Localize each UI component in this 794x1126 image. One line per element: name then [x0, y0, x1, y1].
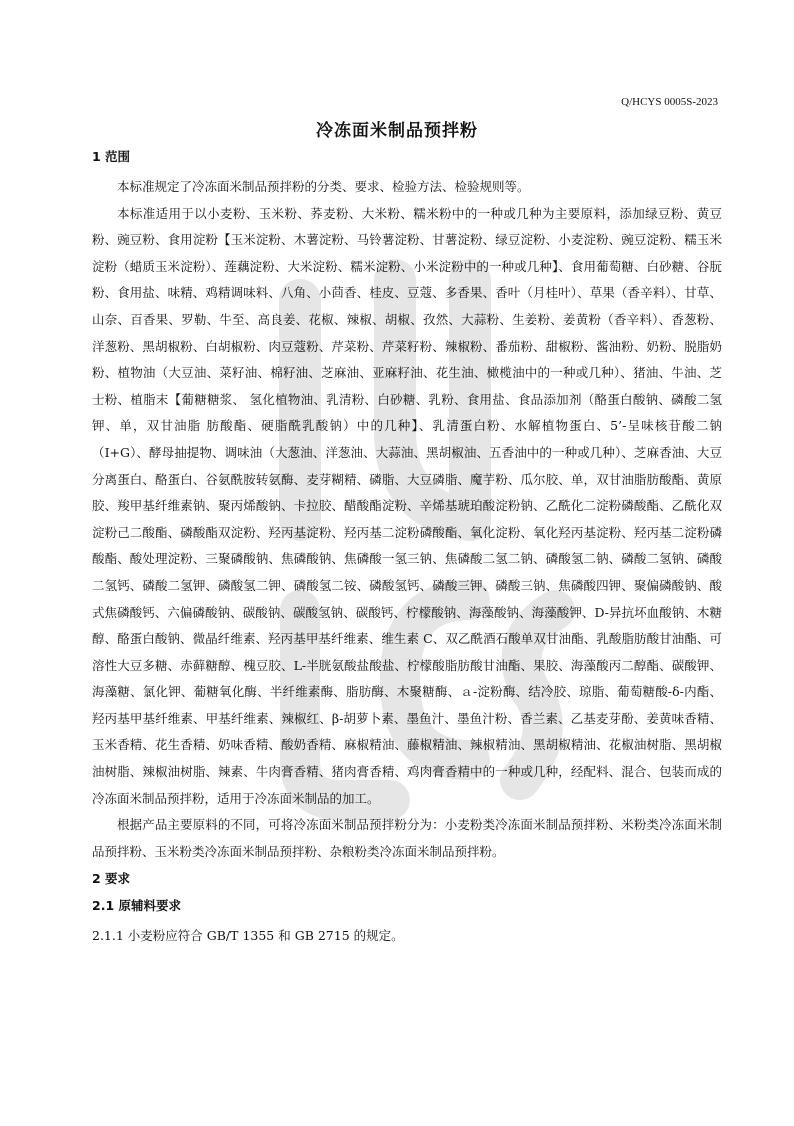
- clause-2-1-1: 2.1.1 小麦粉应符合 GB/T 1355 和 GB 2715 的规定。: [92, 928, 404, 944]
- document-code: Q/HCYS 0005S-2023: [621, 96, 718, 108]
- scope-paragraph-3: 根据产品主要原料的不同，可将冷冻面米制品预拌粉分为：小麦粉类冷冻面米制品预拌粉、米粉类冷冻面米制品预拌粉、玉米粉类冷冻面米制品预拌粉、杂粮粉类冷冻面米制品预拌粉。: [92, 817, 722, 859]
- subsection-heading-raw-materials: 2.1 原辅料要求: [92, 898, 181, 914]
- document-title: 冷冻面米制品预拌粉: [316, 121, 478, 141]
- document-body: [92, 147, 722, 950]
- section-heading-requirements: 2 要求: [92, 871, 131, 887]
- scope-paragraph-1: 本标准规定了冷冻面米制品预拌粉的分类、要求、检验方法、检验规则等。: [117, 179, 530, 194]
- section-heading-scope: 1 范围: [92, 149, 131, 164]
- scope-paragraph-2: 本标准适用于以小麦粉、玉米粉、荞麦粉、大米粉、糯米粉中的一种或几种为主要原料，添加绿豆粉、黄豆粉、豌豆粉、食用淀粉【玉米淀粉、木薯淀粉、马铃薯淀粉、甘薯淀粉、绿豆淀粉、小麦淀粉、豌豆淀粉、糯玉米淀粉（蜡质玉米淀粉）、莲藕淀粉、大米淀粉、糯米淀粉、小米淀粉中的一种或几种】、食用葡萄糖、白砂糖、谷朊粉、食用盐、味精、鸡精调味料、八角、小茴香、桂皮、豆蔻、多香果、香叶（月桂叶）、草果（香辛料）、甘草、山奈、百香果、罗勒、牛至、高良姜、花椒、辣椒、胡椒、孜然、大蒜粉、生姜粉、姜黄粉（香辛料）、香葱粉、洋葱粉、黑胡椒粉、白胡椒粉、肉豆蔻粉、芹菜粉、芹菜籽粉、辣椒粉、番茄粉、甜椒粉、酱油粉、奶粉、脱脂奶粉、植物油（大豆油、菜籽油、棉籽油、芝麻油、亚麻籽油、花生油、橄榄油中的一种或几种）、猪油、牛油、芝士粉、植脂末【葡糖糖浆、 氢化植物油、乳清粉、白砂糖、乳粉、食用盐、食品添加剂（酪蛋白酸钠、磷酸二氢钾、单，双甘油脂 肪酸酯、硬脂酰乳酸钠）中的几种】、乳清蛋白粉、水解植物蛋白、5’-呈味核苷酸二钠（I+G）、酵母抽提物、调味油（大葱油、洋葱油、大蒜油、黑胡椒油、五香油中的一种或几种）、芝麻香油、大豆分离蛋白、酪蛋白、谷氨酰胺转氨酶、麦芽糊精、磷脂、大豆磷脂、魔芋粉、瓜尔胶、单，双甘油脂肪酸酯、黄原胶、羧甲基纤维素钠、聚丙烯酸钠、卡拉胶、醋酸酯淀粉、辛烯基琥珀酸淀粉钠、乙酰化二淀粉磷酸酯、乙酰化双淀粉己二酸酯、磷酸酯双淀粉、羟丙基淀粉、羟丙基二淀粉磷酸酯、氧化淀粉、氧化羟丙基淀粉、羟丙基二淀粉磷酸酯、酸处理淀粉、三聚磷酸钠、焦磷酸钠、焦磷酸一氢三钠、焦磷酸二氢二钠、磷酸氢二钠、磷酸二氢钠、磷酸二氢钙、磷酸二氢钾、磷酸氢二钾、磷酸氢二铵、磷酸氢钙、磷酸三钾、磷酸三钠、焦磷酸四钾、聚偏磷酸钠、酸式焦磷酸钙、六偏磷酸钠、碳酸钠、碳酸氢钠、碳酸钙、柠檬酸钠、海藻酸钠、海藻酸钾、D-异抗坏血酸钠、木糖醇、酪蛋白酸钠、微晶纤维素、羟丙基甲基纤维素、维生素 C、双乙酰酒石酸单双甘油酯、乳酸脂肪酸甘油酯、可溶性大豆多糖、赤藓糖醇、槐豆胶、L-半胱氨酸盐酸盐、柠檬酸脂肪酸甘油酯、果胶、海藻酸丙二醇酯、碳酸钾、海藻糖、氯化钾、葡糖氧化酶、半纤维素酶、脂肪酶、木聚糖酶、ａ-淀粉酶、结冷胶、琼脂、葡萄糖酸-δ-内酯、羟丙基甲基纤维素、甲基纤维素、辣椒红、β-胡萝卜素、墨鱼汁、墨鱼汁粉、香兰素、乙基麦芽酚、姜黄味香精、玉米香精、花生香精、奶味香精、酸奶香精、麻椒精油、藤椒精油、辣椒精油、黑胡椒精油、花椒油树脂、黑胡椒油树脂、辣椒油树脂、辣素、牛肉膏香精、猪肉膏香精、鸡肉膏香精中的一种或几种，经配料、混合、包装而成的冷冻面米制品预拌粉，适用于冷冻面米制品的加工。: [92, 205, 722, 806]
